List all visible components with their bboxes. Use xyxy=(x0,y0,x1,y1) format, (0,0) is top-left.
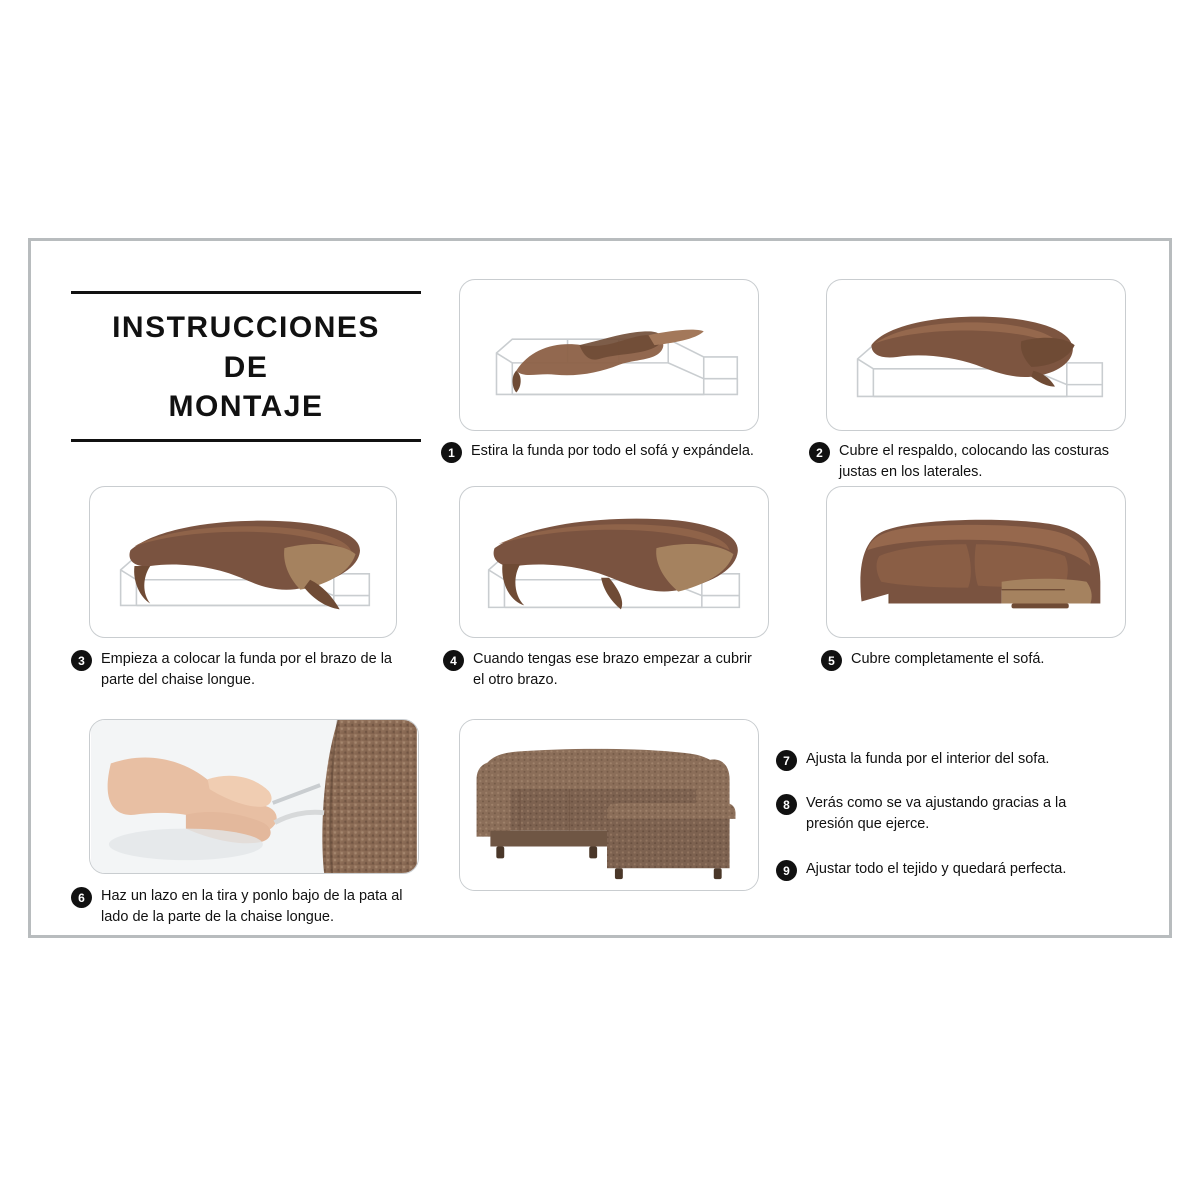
step-4-caption xyxy=(443,649,763,690)
step-2-number: 2 xyxy=(809,442,830,463)
final-result-illustration-panel xyxy=(459,719,759,891)
step-9-text: Ajustar todo el tejido y quedará perfecta. xyxy=(806,861,1067,877)
step-4-illustration-panel xyxy=(459,486,769,638)
step-5-number: 5 xyxy=(821,650,842,671)
instruction-sheet xyxy=(28,238,1172,938)
step-2-text: Cubre el respaldo, colocando las costuras justas en los laterales. xyxy=(839,443,1110,480)
step-1-number: 1 xyxy=(441,442,462,463)
step-5-illustration-panel xyxy=(826,486,1126,638)
sofa-cover-over-chaise-arm-icon xyxy=(90,487,396,637)
step-9-caption xyxy=(776,859,1096,881)
step-5-caption xyxy=(821,649,1121,671)
step-5-text: Cubre completamente el sofá. xyxy=(851,651,1045,667)
step-6-number: 6 xyxy=(71,887,92,908)
finished-sofa-photo xyxy=(460,720,758,890)
step-3-text: Empieza a colocar la funda por el brazo de la parte del chaise longue. xyxy=(101,651,392,688)
step-1-illustration-panel xyxy=(459,279,759,431)
title-line-2: DE xyxy=(223,350,269,384)
step-1-text: Estira la funda por todo el sofá y expándela. xyxy=(471,443,754,459)
step-9-number: 9 xyxy=(776,860,797,881)
step-2-caption xyxy=(809,441,1119,482)
sofa-backrest-covered-icon xyxy=(827,280,1125,430)
title-rule-bottom xyxy=(71,439,421,442)
step-8-number: 8 xyxy=(776,794,797,815)
sofa-fully-covered-icon xyxy=(827,487,1125,637)
hands-tying-strap-photo xyxy=(90,720,418,873)
step-6-caption xyxy=(71,886,421,927)
sofa-cover-over-other-arm-icon xyxy=(460,487,768,637)
step-4-number: 4 xyxy=(443,650,464,671)
step-1-caption xyxy=(441,441,761,463)
sofa-chaise-with-cover-stretched-icon xyxy=(460,280,758,430)
step-7-number: 7 xyxy=(776,750,797,771)
step-2-illustration-panel xyxy=(826,279,1126,431)
step-7-caption xyxy=(776,749,1096,771)
title-block xyxy=(71,291,421,442)
title-line-3: MONTAJE xyxy=(168,390,324,424)
step-3-number: 3 xyxy=(71,650,92,671)
step-8-caption xyxy=(776,793,1096,834)
step-7-text: Ajusta la funda por el interior del sofa. xyxy=(806,751,1050,767)
step-3-caption xyxy=(71,649,401,690)
title-line-1: INSTRUCCIONES xyxy=(112,311,380,344)
step-6-illustration-panel xyxy=(89,719,419,874)
page-title xyxy=(71,294,421,439)
step-6-text: Haz un lazo en la tira y ponlo bajo de la pata al lado de la parte de la chaise longue. xyxy=(101,888,403,925)
step-8-text: Verás como se va ajustando gracias a la presión que ejerce. xyxy=(806,795,1067,832)
step-3-illustration-panel xyxy=(89,486,397,638)
step-4-text: Cuando tengas ese brazo empezar a cubrir el otro brazo. xyxy=(473,651,752,688)
